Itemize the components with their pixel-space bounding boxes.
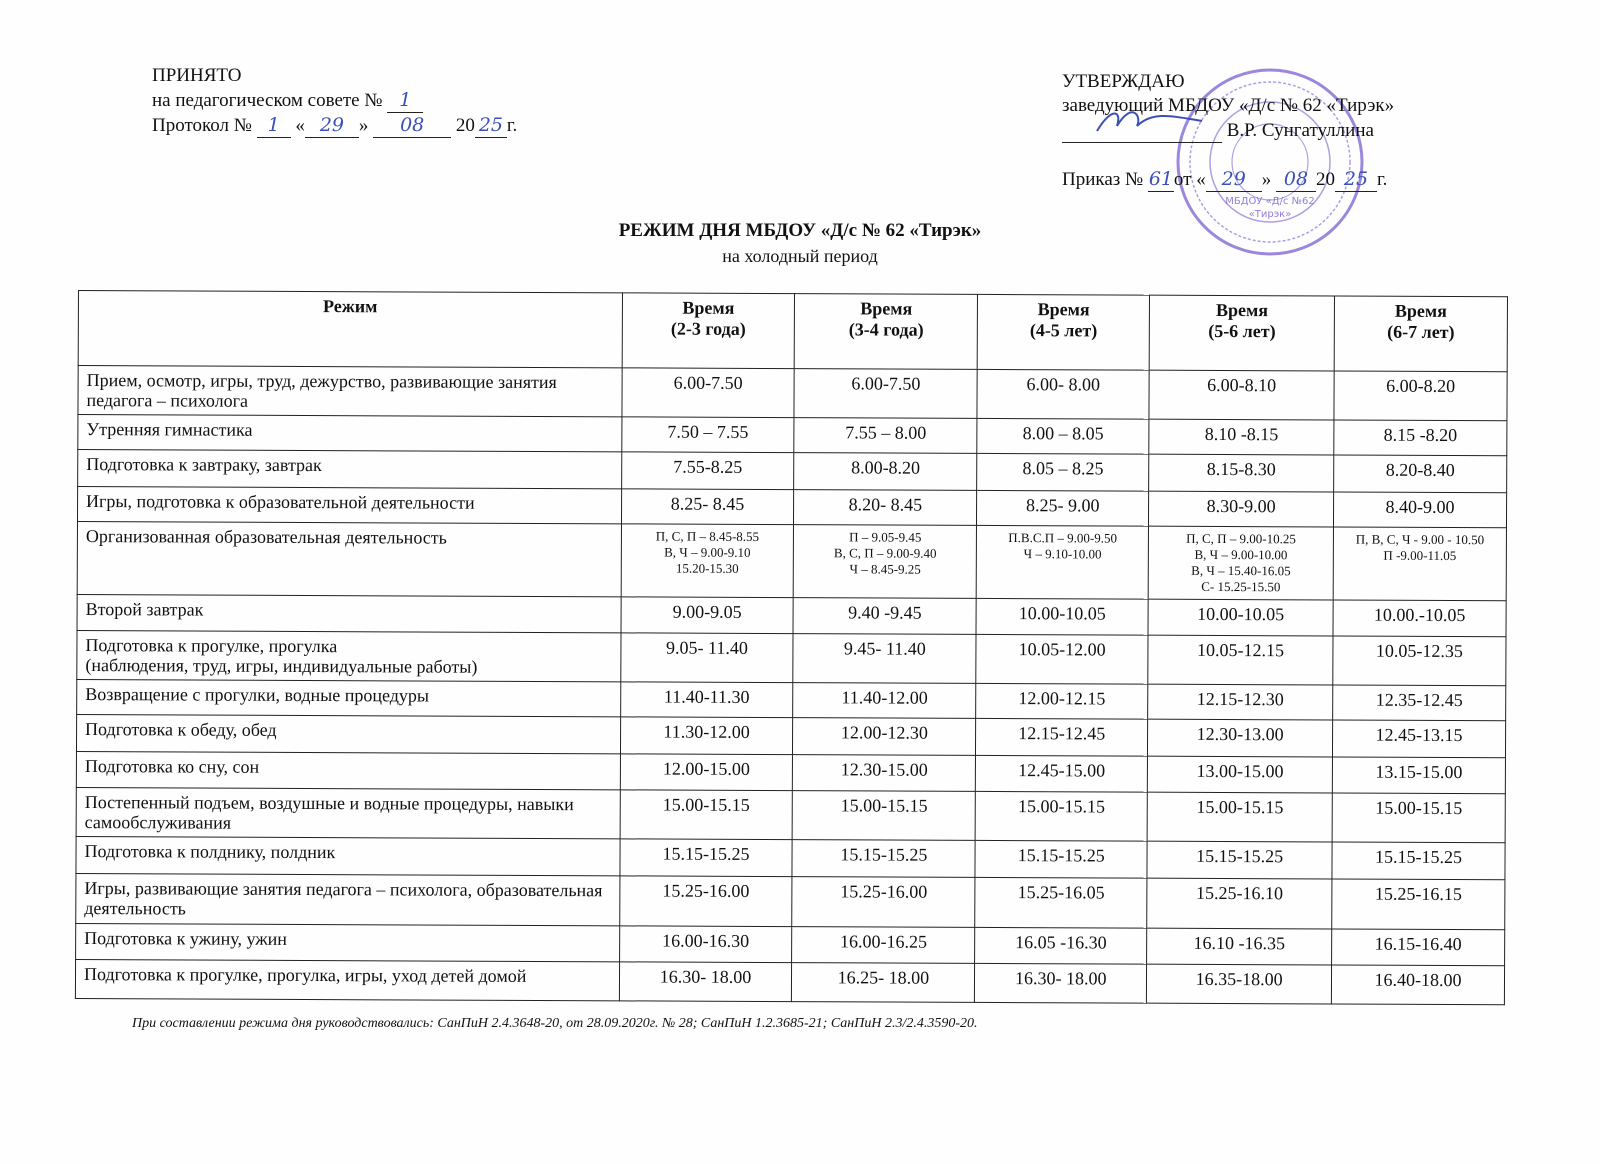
director-name: В.Р. Сунгатуллина [1226, 120, 1374, 141]
activity-cell: Утренняя гимнастика [78, 415, 622, 452]
activity-cell: Подготовка к ужину, ужин [76, 923, 620, 961]
time-cell: 15.15-15.25 [792, 840, 975, 878]
time-cell: 8.25- 9.00 [977, 490, 1149, 526]
time-cell: 10.05-12.35 [1333, 636, 1506, 686]
time-cell: 16.00-16.30 [619, 926, 792, 963]
stamp-text-line-1: МБДОУ «Д/с №62 [1225, 196, 1315, 207]
activity-cell: Второй завтрак [77, 594, 621, 632]
time-cell: 8.15 -8.20 [1334, 420, 1507, 456]
table-row [78, 450, 1507, 493]
time-cell: 6.00- 8.00 [977, 369, 1149, 419]
footer-note: При составлении режима дня руководствовались: СанПиН 2.4.3648-20, от 28.09.2020г. № 28; СанПиН 1.2.3685-21; СанПиН 2.3/2.4.3590-20. [132, 1016, 978, 1031]
council-label: на педагогическом совете № [152, 90, 383, 111]
director-position: заведующий МБДОУ «Д/с № 62 «Тирэк» [1062, 95, 1395, 116]
activity-cell: Прием, осмотр, игры, труд, дежурство, развивающие занятия педагога – психолога [78, 366, 622, 417]
time-cell: 15.15-15.25 [975, 840, 1147, 878]
activity-cell: Подготовка к обеду, обед [76, 714, 620, 753]
time-cell: 16.35-18.00 [1147, 964, 1332, 1004]
time-cell: 8.05 – 8.25 [977, 453, 1149, 491]
time-cell: 16.10 -16.35 [1147, 928, 1332, 965]
time-cell: 16.25- 18.00 [792, 963, 975, 1003]
time-cell: 15.15-15.25 [620, 839, 793, 877]
activity-cell: Подготовка к прогулке, прогулка (наблюдения, труд, игры, индивидуальные работы) [77, 630, 621, 681]
time-cell: 6.00-8.20 [1334, 371, 1507, 421]
time-cell: 9.00-9.05 [621, 597, 794, 634]
protocol-day: 29 [305, 113, 359, 138]
table-row [76, 751, 1505, 793]
time-cell: 15.00-15.15 [793, 791, 976, 841]
time-cell: 16.05 -16.30 [975, 927, 1147, 964]
time-cell: 10.00-10.05 [976, 598, 1148, 635]
activity-cell: Постепенный подъем, воздушные и водные процедуры, навыки самообслуживания [76, 787, 620, 838]
stamp-text-line-2: «Тирэк» [1248, 209, 1292, 220]
time-cell: 9.40 -9.45 [793, 598, 976, 635]
order-day: 29 [1206, 167, 1262, 192]
time-cell: 15.25-16.10 [1147, 878, 1332, 929]
protocol-year-prefix: 20 [455, 115, 475, 136]
time-cell: 12.00-15.00 [620, 754, 793, 791]
order-year-prefix: 20 [1315, 169, 1335, 190]
protocol-number: 1 [257, 113, 291, 138]
time-cell: 15.00-15.15 [620, 790, 793, 840]
time-cell: 15.25-16.15 [1332, 879, 1505, 930]
activity-cell: Подготовка к прогулке, прогулка, игры, уход детей домой [75, 959, 619, 1000]
order-month: 08 [1276, 167, 1316, 192]
protocol-month: 08 [373, 113, 451, 138]
time-cell: 10.05-12.15 [1148, 635, 1333, 685]
protocol-year: 25 [475, 113, 507, 138]
order-label: Приказ № [1062, 169, 1144, 190]
director-signature [1062, 118, 1222, 143]
title-subtitle: на холодный период [722, 246, 878, 266]
time-cell: 16.00-16.25 [792, 927, 975, 964]
activity-cell: Игры, подготовка к образовательной деятельности [77, 487, 621, 524]
time-cell: 11.30-12.00 [620, 717, 793, 755]
table-row [77, 630, 1506, 685]
time-cell: 7.50 – 7.55 [621, 417, 794, 453]
document-title [0, 220, 1600, 267]
order-number: 61 [1148, 168, 1173, 190]
time-cell: 15.25-16.00 [619, 876, 792, 927]
time-cell: 12.15-12.30 [1148, 684, 1333, 720]
time-cell: П – 9.05-9.45 В, С, П – 9.00-9.40 Ч – 8.45-9.25 [794, 525, 977, 599]
time-cell: 8.20- 8.45 [794, 490, 977, 526]
time-cell: 12.45-15.00 [976, 755, 1148, 792]
order-from: от « [1173, 169, 1206, 190]
table-row [77, 522, 1506, 601]
time-cell: 8.40-9.00 [1334, 492, 1507, 528]
column-header-time: Время (6-7 лет) [1334, 296, 1507, 372]
column-header-time: Время (2-3 года) [622, 293, 795, 369]
activity-cell: Возвращение с прогулки, водные процедуры [77, 679, 621, 716]
time-cell: П, С, П – 9.00-10.25 В, Ч – 9.00-10.00 В, Ч – 15.40-16.05 С- 15.25-15.50 [1148, 526, 1333, 600]
time-cell: 12.35-12.45 [1333, 685, 1506, 721]
time-cell: 8.15-8.30 [1149, 454, 1334, 492]
time-cell: 16.30- 18.00 [975, 963, 1147, 1003]
time-cell: 9.05- 11.40 [620, 633, 793, 683]
time-cell: 12.45-13.15 [1333, 720, 1506, 758]
table-row [76, 836, 1505, 879]
time-cell: 15.25-16.00 [792, 877, 975, 928]
time-cell: 16.15-16.40 [1332, 929, 1505, 966]
table-row [76, 873, 1505, 929]
time-cell: 8.00 – 8.05 [977, 418, 1149, 454]
time-cell: 15.00-15.15 [975, 791, 1147, 841]
time-cell: 7.55 – 8.00 [794, 418, 977, 454]
time-cell: 15.15-15.25 [1147, 841, 1332, 879]
time-cell: 15.00-15.15 [1147, 792, 1332, 842]
time-cell: 6.00-8.10 [1149, 370, 1334, 420]
time-cell: 8.20-8.40 [1334, 455, 1507, 493]
time-cell: 8.00-8.20 [794, 453, 977, 491]
time-cell: 6.00-7.50 [794, 369, 977, 419]
time-cell: 10.00-10.05 [1148, 599, 1333, 636]
table-row [78, 366, 1507, 421]
time-cell: 12.30-15.00 [793, 755, 976, 792]
time-cell: П, С, П – 8.45-8.55 В, Ч – 9.00-9.10 15.20-15.30 [621, 524, 794, 598]
time-cell: 11.40-12.00 [793, 683, 976, 719]
column-header-regime: Режим [78, 291, 622, 368]
activity-cell: Организованная образовательная деятельность [77, 522, 621, 597]
time-cell: 12.30-13.00 [1148, 719, 1333, 757]
time-cell: 8.10 -8.15 [1149, 419, 1334, 455]
column-header-time: Время (3-4 года) [795, 294, 978, 370]
activity-cell: Игры, развивающие занятия педагога – психолога, образовательная деятельность [76, 873, 620, 925]
time-cell: 6.00-7.50 [622, 368, 795, 418]
table-header-row [78, 291, 1507, 372]
time-cell: 12.00-12.15 [976, 683, 1148, 719]
year-suffix: г. [506, 115, 518, 136]
time-cell: 15.25-16.05 [975, 877, 1147, 928]
table-row [76, 787, 1505, 842]
order-year: 25 [1335, 167, 1377, 192]
time-cell: 12.00-12.30 [793, 718, 976, 756]
time-cell: П, В, С, Ч - 9.00 - 10.50 П -9.00-11.05 [1333, 527, 1506, 601]
column-header-time: Время (5-6 лет) [1149, 295, 1334, 371]
time-cell: 15.15-15.25 [1332, 842, 1505, 880]
time-cell: 10.05-12.00 [976, 634, 1148, 684]
daily-schedule-table [75, 290, 1508, 1005]
time-cell: 8.25- 8.45 [621, 489, 794, 525]
time-cell: П.В.С.П – 9.00-9.50 Ч – 9.10-10.00 [976, 525, 1148, 599]
title-main: РЕЖИМ ДНЯ МБДОУ «Д/с № 62 «Тирэк» [618, 220, 982, 241]
activity-cell: Подготовка к завтраку, завтрак [78, 450, 622, 489]
protocol-label: Протокол № [152, 115, 252, 136]
council-number: 1 [387, 88, 423, 113]
table-row [75, 959, 1504, 1004]
activity-cell: Подготовка к полднику, полдник [76, 836, 620, 875]
time-cell: 11.40-11.30 [620, 682, 793, 718]
accepted-heading: ПРИНЯТО [152, 65, 242, 86]
time-cell: 9.45- 11.40 [793, 634, 976, 684]
table-row [76, 714, 1505, 757]
time-cell: 13.00-15.00 [1147, 756, 1332, 793]
approval-block: УТВЕРЖДАЮ заведующий МБДОУ «Д/с № 62 «Тирэк» В.Р. Сунгатуллина Приказ № 61от « 29 » 08 20 25 г. [1062, 71, 1395, 190]
column-header-time: Время (4-5 лет) [977, 294, 1149, 370]
time-cell: 7.55-8.25 [621, 452, 794, 490]
time-cell: 8.30-9.00 [1149, 491, 1334, 527]
time-cell: 15.00-15.15 [1332, 793, 1505, 843]
table-row [77, 594, 1506, 636]
time-cell: 16.40-18.00 [1331, 965, 1504, 1005]
order-year-end: г. [1376, 169, 1388, 190]
time-cell: 13.15-15.00 [1332, 757, 1505, 794]
time-cell: 12.15-12.45 [976, 718, 1148, 756]
time-cell: 16.30- 18.00 [619, 962, 792, 1002]
time-cell: 10.00.-10.05 [1333, 600, 1506, 637]
activity-cell: Подготовка ко сну, сон [76, 751, 620, 789]
accepted-block: ПРИНЯТО на педагогическом совете № 1 Протокол № 1 « 29 » 08 20 25 г. [152, 65, 518, 136]
approve-heading: УТВЕРЖДАЮ [1062, 71, 1185, 92]
table-row [76, 923, 1505, 965]
